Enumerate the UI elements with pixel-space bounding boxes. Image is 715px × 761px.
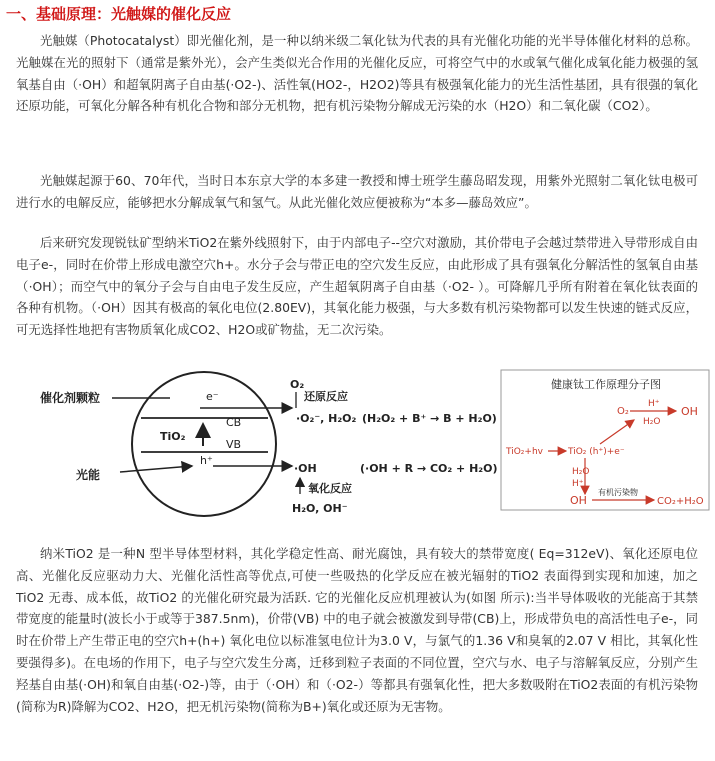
label-o2: O₂ <box>290 378 305 391</box>
label-oxidation-equation: (·OH + R → CO₂ + H₂O) <box>360 462 498 475</box>
rd-h-plus: H⁺ <box>648 399 660 409</box>
label-light-energy: 光能 <box>76 468 101 482</box>
label-hole: h⁺ <box>200 454 213 467</box>
rd-oh-bottom: OH <box>570 494 587 507</box>
right-diagram-title: 健康钛工作原理分子图 <box>551 378 661 391</box>
label-catalyst-particle: 催化剂颗粒 <box>40 391 101 405</box>
rd-products: CO₂+H₂O <box>657 496 704 507</box>
figure-photocatalysis-mechanism <box>0 366 715 536</box>
rd-h-plus-mid: H⁺ <box>572 479 584 489</box>
left-band-diagram <box>40 372 498 516</box>
rd-h2o-mid: H₂O <box>572 467 590 477</box>
right-molecular-diagram <box>501 370 709 510</box>
label-h2o-oh: H₂O, OH⁻ <box>292 502 348 515</box>
rd-tio2-excited: TiO₂ (h⁺)+e⁻ <box>568 447 625 457</box>
paragraph-photocatalyst-definition: 光触媒（Photocatalyst）即光催化剂，是一种以纳米级二氧化钛为代表的具有光催化功能的光半导体催化材料的总称。光触媒在光的照射下（通常是紫外光），会产生类似光合作用的光催化反应，可将空气中的水或氧气催化成氧化能力极强的氢氧基自由（·OH）和超氧阴离子自由基(·O2-)、活性氧(HO2-，H2O2)等具有极强氧化能力的光生活性基团，具有很强的氧化还原功能，可氧化分解各种有机化合物和部分无机物，把有机污染物分解成无污染的水（H2O）和二氧化碳（CO2）。 <box>16 33 698 114</box>
paragraph-origin: 光触媒起源于60、70年代，当时日本东京大学的本多建一教授和博士班学生藤岛昭发现，用紫外光照射二氧化钛电极可进行水的电解反应，能够把水分解成氧气和氢气。从此光催化效应便被称为“本多—藤岛效应”。 <box>16 173 698 210</box>
label-tio2: TiO₂ <box>160 430 186 443</box>
rd-oh-right: OH <box>681 405 698 418</box>
rd-o2: O₂ <box>617 406 629 417</box>
rd-tio2-hv: TiO₂+hv <box>506 447 543 457</box>
rd-h2o-top: H₂O <box>643 417 661 427</box>
light-arrow <box>120 466 192 472</box>
label-oh-radical: ·OH <box>294 462 317 475</box>
section-title: 一、基础原理：光触媒的催化反应 <box>6 5 232 23</box>
label-reduction: 还原反应 <box>304 390 348 403</box>
paragraph-mechanism: 后来研究发现锐钛矿型纳米TiO2在紫外线照射下，由于内部电子--空穴对激励，其价带电子会越过禁带进入导带形成自由电子e-，同时在价带上形成电激空穴h+。水分子会与带正电的空穴发生反应，由此形成了具有强氧化分解活性的氢氧自由基（·OH）；而空气中的氧分子会与自由电子发生反应，产生超氧阴离子自由基（·O2- ）。可降解几乎所有附着在氧化钛表面的各种有机物。（·OH）因其有极高的氧化电位(2.80EV)，其氧化能力极强，与大多数有机污染物都可以发生快速的链式反应，可无选择性地把有害物质氧化成CO2、H2O或矿物盐，无二次污染。 <box>16 235 698 338</box>
paragraph-nano-tio2: 纳米TiO2 是一种N 型半导体型材料，其化学稳定性高、耐光腐蚀，具有较大的禁带宽度( Eq=312eV)、氧化还原电位高、光催化反应驱动力大、光催化活性高等优点,可使一些吸热的化学反应在被光辐射的TiO2 表面得到实现和加速，加之TiO2 无毒、成本低，故TiO2 的光催化研究最为活跃. 它的光催化反应机理被认为(如图 所示):当半导体吸收的光能高于其禁带宽度的能量时(波长小于或等于387.5nm)，价带(VB) 中的电子就会被激发到导带(CB)上，形成带负电的高活性电子e-，同时在价带上产生带正电的空穴h+(h+) 氧化电位以标准氢电位计为3.0 V，与氯气的1.36 V和臭氧的2.07 V 相比，其氧化性要强得多)。在电场的作用下，电子与空穴发生分离，迁移到粒子表面的不同位置，空穴与水、电子与溶解氧反应，分别产生羟基自由基(·OH)和氧自由基(·O2-)等，由于（·OH）和（·O2-）等都具有强氧化性，把大多数吸附在TiO2表面的有机污染物(简称为R)降解为CO2、H2O，把无机污染物(简称为B+)氧化或还原为无害物。 <box>16 546 698 714</box>
label-superoxide: ·O₂⁻, H₂O₂ <box>296 412 357 425</box>
label-electron: e⁻ <box>206 390 219 403</box>
label-oxidation: 氧化反应 <box>308 482 352 495</box>
label-reduction-equation: (H₂O₂ + B⁺ → B + H₂O) <box>362 412 497 425</box>
rd-pollutant: 有机污染物 <box>598 488 638 497</box>
label-cb: CB <box>226 416 242 429</box>
label-vb: VB <box>226 438 242 451</box>
